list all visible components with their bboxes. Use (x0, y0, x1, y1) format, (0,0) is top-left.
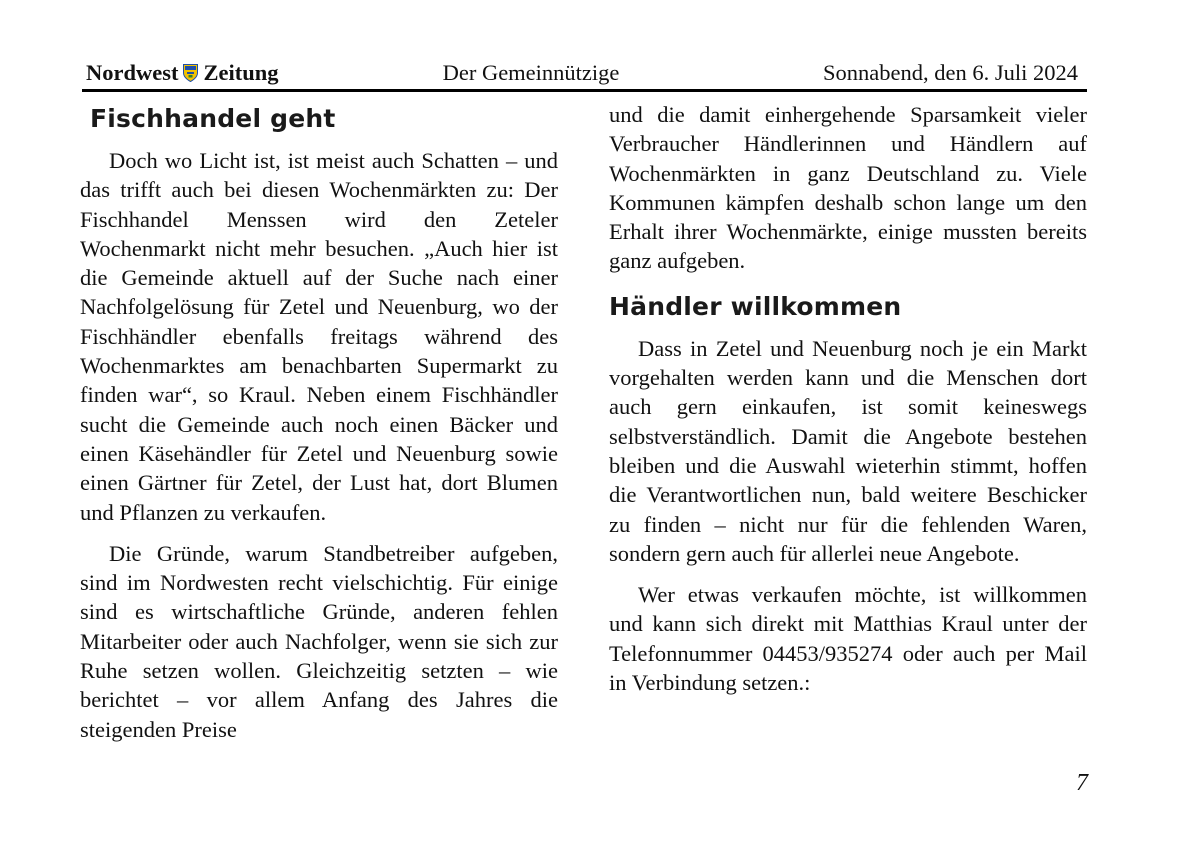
page-number: 7 (1076, 770, 1088, 796)
section-heading-fischhandel: Fischhandel geht (90, 104, 336, 133)
page-header (86, 58, 1086, 88)
article-paragraph: Wer etwas verkaufen möchte, ist willkommen und kann sich direkt mit Matthias Kraul unter der Telefonnummer 04453/935274 oder auch per Mail in Verbindung setzen.: (609, 582, 1087, 696)
masthead-word-right: Zeitung (203, 60, 279, 85)
spacer (609, 568, 1087, 580)
article-paragraph: Doch wo Licht ist, ist meist auch Schatten – und das trifft auch bei diesen Wochenmärkten zu: Der Fischhandel Menssen wird den Zeteler Wochenmarkt nicht mehr besuchen. „Auch hier ist die Gemeinde aktuell auf der Suche nach einer Nachfolgelösung für Zetel und Neuenburg, wo der Fischhändler ebenfalls freitags während des Wochenmarktes am benachbarten Supermarkt zu finden war“, so Kraul. Neben einem Fischhändler sucht die Gemeinde auch noch einen Bäcker und einen Käsehändler für Zetel und Neuenburg sowie einen Gärtner für Zetel, der Lust hat, dort Blumen und Pflanzen zu verkaufen. (80, 148, 558, 525)
spacer (609, 326, 1087, 334)
article-paragraph-continuation: und die damit einhergehende Sparsamkeit vieler Verbraucher Händlerinnen und Händlern auf Wochenmärkten in ganz Deutschland zu. Viele Kommunen kämpfen deshalb schon lange um den Erhalt ihrer Wochenmärkte, einige mussten bereits ganz aufgeben. (609, 102, 1087, 274)
left-column (80, 100, 558, 744)
publication-title: Der Gemeinnützige (442, 60, 620, 85)
spacer (80, 138, 558, 146)
article-paragraph: Dass in Zetel und Neuenburg noch je ein Markt vorgehalten werden kann und die Menschen dort auch gern einkaufen, ist somit keineswegs selbstverständlich. Damit die Angebote bestehen bleiben und die Auswahl wieterhin stimmt, hoffen die Verantwortlichen nun, bald weitere Beschicker zu finden – nicht nur für die fehlenden Waren, sondern gern auch für allerlei neue Angebote. (609, 335, 1087, 566)
section-heading-haendler: Händler willkommen (609, 291, 902, 321)
right-column (609, 100, 1087, 697)
masthead-word-left: Nordwest (86, 60, 179, 85)
spacer (80, 527, 558, 539)
article-paragraph: Die Gründe, warum Standbetreiber aufgeben, sind im Nordwesten recht vielschichtig. Für einige sind es wirtschaftliche Gründe, anderen fehlen Mitarbeiter oder auch Nachfolger, wenn sie sich zur Ruhe setzen wollen. Gleichzeitig setzten – wie berichtet – vor allem Anfang des Jahres die steigenden Preise (80, 540, 558, 742)
header-rule (82, 89, 1087, 92)
issue-date: Sonnabend, den 6. Juli 2024 (823, 60, 1078, 85)
spacer (609, 276, 1087, 288)
